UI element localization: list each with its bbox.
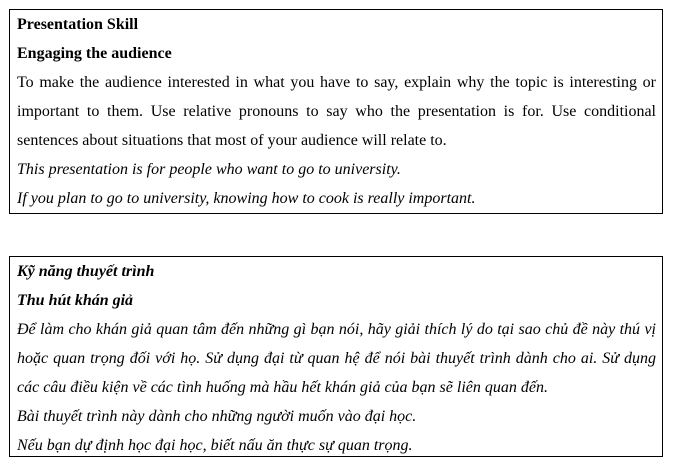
vietnamese-subheading: Thu hút khán giả	[17, 292, 134, 309]
vietnamese-paragraph: Để làm cho khán giả quan tâm đến những gì bạn nói, hãy giải thích lý do tại sao chủ đề này thú vị hoặc quan trọng đối với họ. Sử dụng đại từ quan hệ để nói bài thuyết trình dành cho ai. Sử dụng các câu điều kiện về các tình huống mà hầu hết khán giả của bạn sẽ liên quan đến.	[17, 321, 656, 396]
english-subheading: Engaging the audience	[17, 45, 172, 62]
english-skill-box	[9, 9, 663, 214]
english-example-1: This presentation is for people who want to go to university.	[17, 161, 401, 178]
vietnamese-heading: Kỹ năng thuyết trình	[17, 263, 155, 280]
english-paragraph: To make the audience interested in what you have to say, explain why the topic is interesting or important to them. Use relative pronouns to say who the presentation is for. Use conditional sentences about situations that most of your audience will relate to.	[17, 74, 656, 149]
vietnamese-skill-box	[9, 256, 663, 457]
english-heading: Presentation Skill	[17, 16, 139, 33]
vietnamese-example-2: Nếu bạn dự định học đại học, biết nấu ăn thực sự quan trọng.	[17, 437, 413, 454]
english-example-2: If you plan to go to university, knowing how to cook is really important.	[17, 190, 476, 207]
vietnamese-example-1: Bài thuyết trình này dành cho những người muốn vào đại học.	[17, 408, 417, 425]
